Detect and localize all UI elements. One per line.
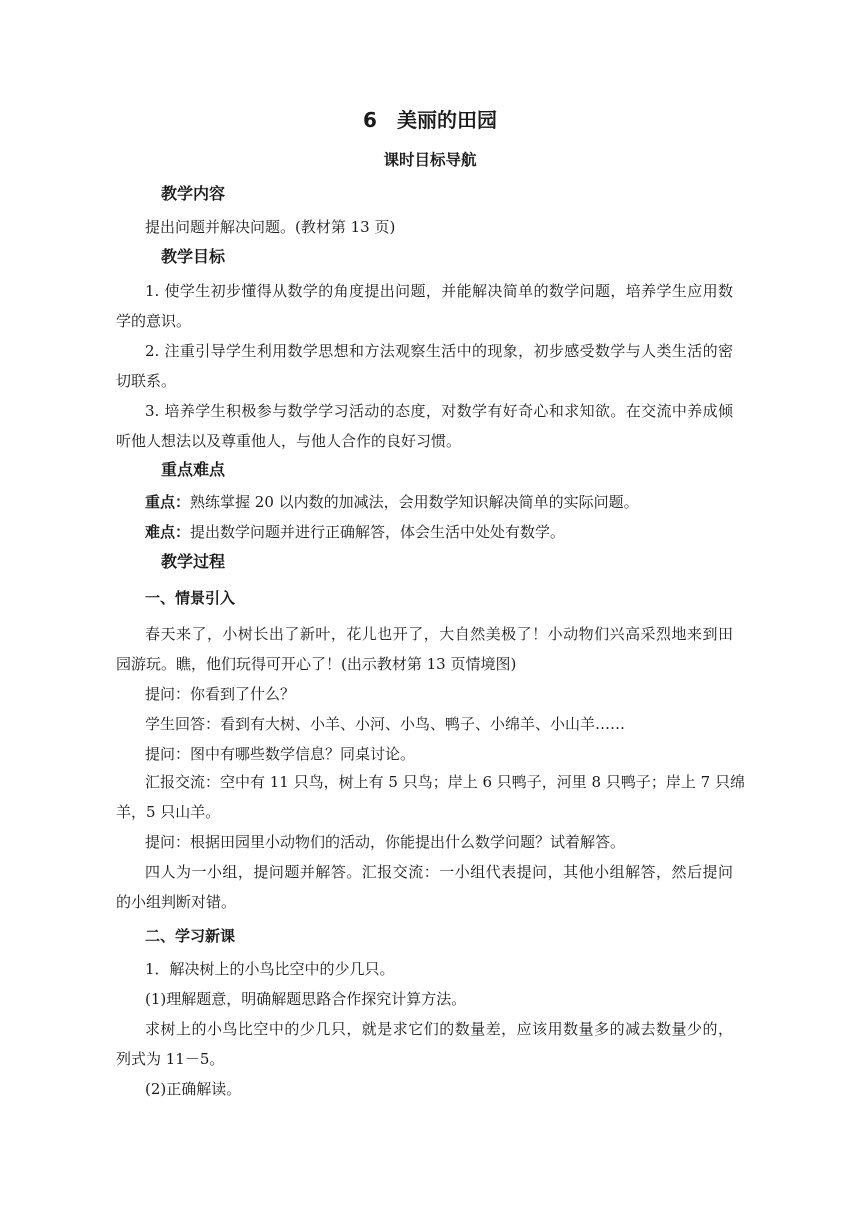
part1-group-line-2: 的小组判断对错。 <box>116 893 237 911</box>
section-heading-process: 教学过程 <box>161 552 226 571</box>
goal-2-line-1: 2. 注重引导学生利用数学思想和方法观察生活中的现象，初步感受数学与人类生活的密 <box>145 342 733 360</box>
goal-3-line-1: 3. 培养学生积极参与数学学习活动的态度，对数学有好奇心和求知欲。在交流中养成倾 <box>145 402 733 420</box>
page-title: 6 美丽的田园 <box>363 108 497 132</box>
part2-heading: 二、学习新课 <box>145 927 236 945</box>
part1-intro-line-2: 园游玩。瞧，他们玩得可开心了！(出示教材第 13 页情境图) <box>116 655 517 673</box>
section-heading-content: 教学内容 <box>161 184 226 203</box>
page-subtitle: 课时目标导航 <box>383 151 477 169</box>
part1-group-line-1: 四人为一小组，提问题并解答。汇报交流：一小组代表提问，其他小组解答，然后提问 <box>145 863 733 881</box>
part2-explain-line-1: 求树上的小鸟比空中的少几只，就是求它们的数量差，应该用数量多的减去数量少的， <box>145 1020 733 1038</box>
part1-intro-line-1: 春天来了，小树长出了新叶，花儿也开了，大自然美极了！小动物们兴高采烈地来到田 <box>145 625 733 643</box>
goal-1-line-1: 1. 使学生初步懂得从数学的角度提出问题，并能解决简单的数学问题，培养学生应用数 <box>145 282 733 300</box>
focus-label: 重点： <box>145 493 191 511</box>
difficulty-label: 难点： <box>145 523 191 541</box>
part1-question-3: 提问：根据田园里小动物们的活动，你能提出什么数学问题？试着解答。 <box>145 833 626 851</box>
focus-line <box>145 492 639 512</box>
part1-report-line-1: 汇报交流：空中有 11 只鸟，树上有 5 只鸟；岸上 6 只鸭子，河里 8 只鸭子；岸上 7 只绵 <box>145 773 745 791</box>
part2-step-1a: (1)理解题意，明确解题思路合作探究计算方法。 <box>145 990 467 1008</box>
section-heading-goals: 教学目标 <box>161 247 226 266</box>
difficulty-text: 提出数学问题并进行正确解答，体会生活中处处有数学。 <box>190 523 566 541</box>
part2-step-1: 1．解决树上的小鸟比空中的少几只。 <box>145 960 395 978</box>
part1-answer-1: 学生回答：看到有大树、小羊、小河、小鸟、鸭子、小绵羊、小山羊…… <box>145 715 626 733</box>
part1-question-2: 提问：图中有哪些数学信息？同桌讨论。 <box>145 745 416 763</box>
difficulty-line <box>145 522 565 542</box>
part1-question-1: 提问：你看到了什么？ <box>145 685 296 703</box>
part2-step-1b: (2)正确解读。 <box>145 1080 242 1098</box>
goal-1-line-2: 学的意识。 <box>116 312 192 330</box>
part1-heading: 一、情景引入 <box>145 589 236 607</box>
content-text: 提出问题并解决问题。(教材第 13 页) <box>145 218 396 236</box>
goal-3-line-2: 听他人想法以及尊重他人，与他人合作的良好习惯。 <box>116 432 462 450</box>
goal-2-line-2: 切联系。 <box>116 372 177 390</box>
part1-report-line-2: 羊，5 只山羊。 <box>116 803 221 821</box>
part2-explain-line-2: 列式为 11－5。 <box>116 1050 225 1068</box>
focus-text: 熟练掌握 20 以内数的加减法，会用数学知识解决简单的实际问题。 <box>190 493 639 511</box>
section-heading-keypoints: 重点难点 <box>161 460 226 479</box>
